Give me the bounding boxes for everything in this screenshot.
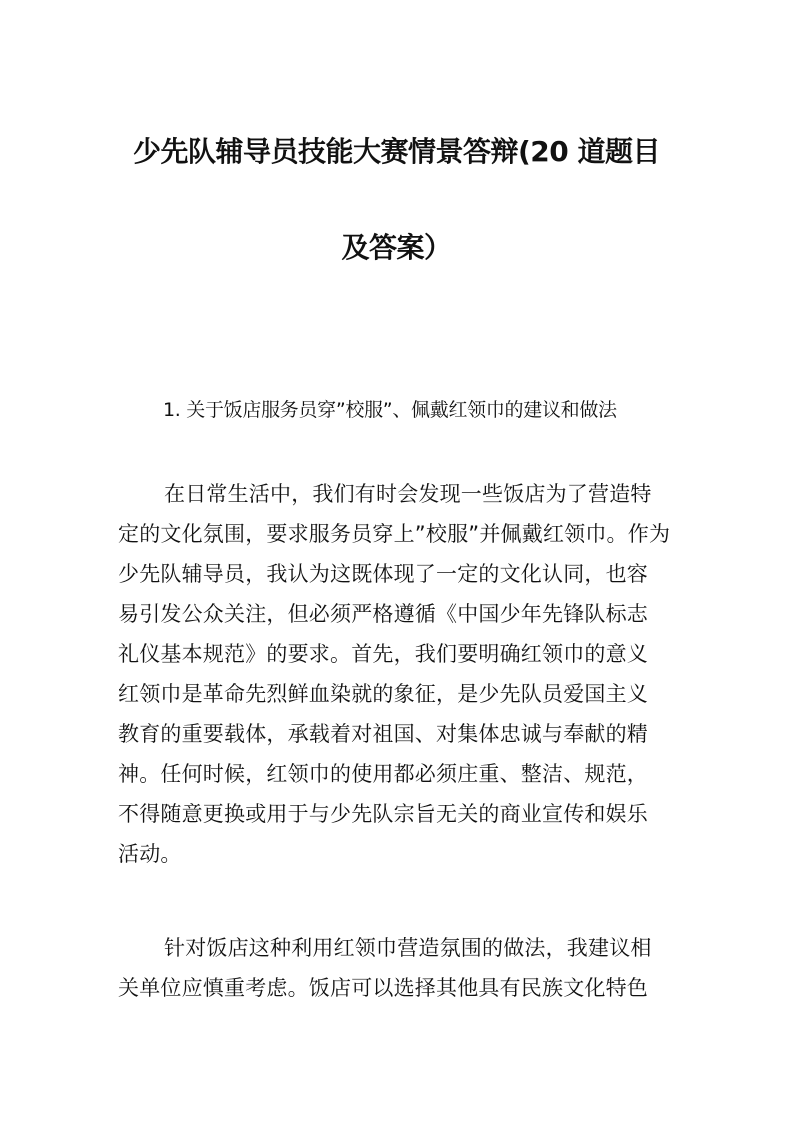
- paragraph-line: 不得随意更换或用于与少先队宗旨无关的商业宣传和娱乐: [118, 802, 648, 826]
- question-heading-1: 1. 关于饭店服务员穿”校服”、佩戴红领巾的建议和做法: [163, 399, 617, 421]
- document-title-line-2: 及答案）: [341, 231, 452, 264]
- answer-paragraph-1: [118, 474, 678, 874]
- paragraph-line: 礼仪基本规范》的要求。首先，我们要明确红领巾的意义: [118, 642, 648, 666]
- paragraph-line: 关单位应慎重考虑。饭店可以选择其他具有民族文化特色: [118, 976, 648, 1000]
- paragraph-line: 定的文化氛围，要求服务员穿上”校服”并佩戴红领巾。作为: [118, 522, 671, 546]
- paragraph-line: 在日常生活中，我们有时会发现一些饭店为了营造特: [164, 482, 652, 506]
- document-title-line-1: 少先队辅导员技能大赛情景答辩(20 道题目: [132, 135, 660, 168]
- paragraph-line: 红领巾是革命先烈鲜血染就的象征，是少先队员爱国主义: [118, 682, 648, 706]
- paragraph-line: 针对饭店这种利用红领巾营造氛围的做法，我建议相: [164, 936, 652, 960]
- answer-paragraph-2: [118, 928, 678, 1008]
- paragraph-line: 易引发公众关注，但必须严格遵循《中国少年先锋队标志: [118, 602, 648, 626]
- paragraph-line: 活动。: [118, 842, 182, 866]
- paragraph-line: 少先队辅导员，我认为这既体现了一定的文化认同，也容: [118, 562, 648, 586]
- paragraph-line: 神。任何时候，红领巾的使用都必须庄重、整洁、规范，: [118, 762, 648, 786]
- paragraph-line: 教育的重要载体，承载着对祖国、对集体忠诚与奉献的精: [118, 722, 648, 746]
